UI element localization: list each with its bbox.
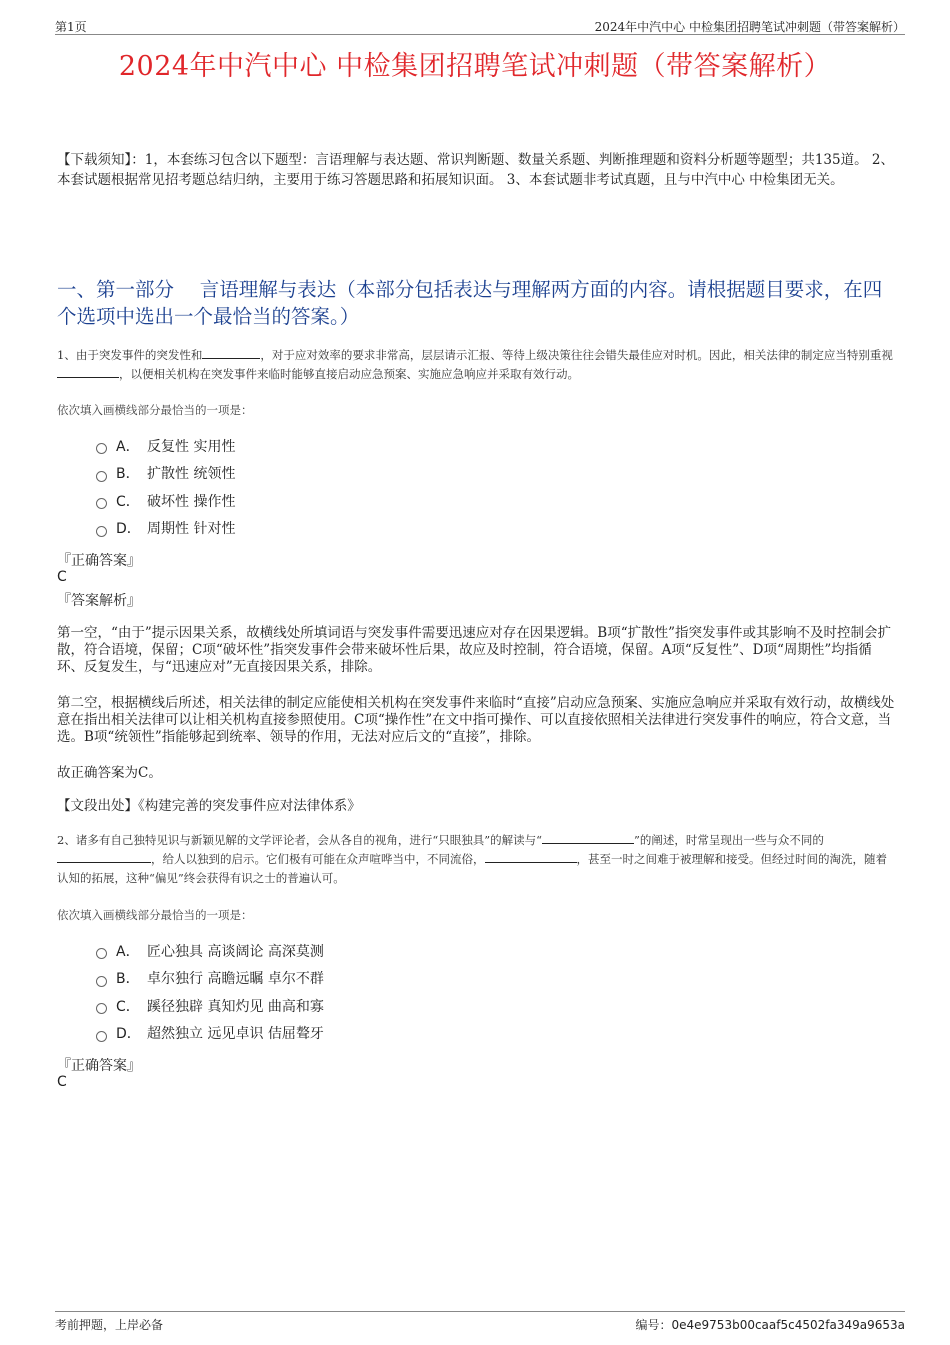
page-number: 第1页 [55, 20, 87, 34]
option-c[interactable]: C． 蹊径独辟 真知灼见 曲高和寡 [96, 992, 324, 1020]
option-b[interactable]: B． 卓尔独行 高瞻远瞩 卓尔不群 [96, 965, 324, 993]
blank-line [202, 346, 260, 359]
option-d[interactable]: D． 周期性 针对性 [96, 515, 235, 543]
analysis-label: 『答案解析』 [57, 593, 141, 609]
question-2-options [96, 937, 324, 1047]
correct-answer: C [57, 569, 67, 585]
option-d[interactable]: D． 超然独立 远见卓识 佶屈聱牙 [96, 1020, 324, 1048]
radio-icon[interactable] [96, 976, 107, 987]
correct-answer: C [57, 1074, 67, 1090]
option-a[interactable]: A． 匠心独具 高谈阔论 高深莫测 [96, 937, 324, 965]
blank-line [485, 850, 577, 863]
document-title: 2024年中汽中心 中检集团招聘笔试冲刺题（带答案解析） [118, 51, 832, 82]
option-c[interactable]: C． 破坏性 操作性 [96, 487, 235, 515]
radio-icon[interactable] [96, 498, 107, 509]
source-citation: 【文段出处】《构建完善的突发事件应对法律体系》 [57, 798, 361, 814]
page-header [55, 16, 905, 35]
question-2-text: 2、诸多有自己独特见识与新颖见解的文学评论者，会从各自的视角，进行“只眼独具”的解读与“ ”的阐述，时常呈现出一些与众不同的，给人以独到的启示。它们极有可能在众声喧哗当中，不同流俗， ，甚至一时之间难于被理解和接受。但经过时间的淘洗，随着认知的拓展，这种“偏见”终会获得有识之士的普遍认可。 [57, 833, 887, 885]
radio-icon[interactable] [96, 948, 107, 959]
radio-icon[interactable] [96, 526, 107, 537]
blank-line [57, 850, 151, 863]
question-1-options [96, 432, 235, 542]
blank-line [542, 831, 634, 844]
footer-slogan: 考前押题，上岸必备 [55, 1318, 164, 1332]
page-footer [55, 1311, 905, 1332]
section-heading: 一、第一部分 言语理解与表达（本部分包括表达与理解两方面的内容。请根据题目要求，在四个选项中选出一个最恰当的答案。） [57, 278, 883, 328]
blank-line [57, 365, 119, 378]
question-2-prompt: 依次填入画横线部分最恰当的一项是： [57, 908, 253, 922]
option-a[interactable]: A． 反复性 实用性 [96, 432, 235, 460]
analysis-paragraph-1: 第一空，“由于”提示因果关系，故横线处所填词语与突发事件需要迅速应对存在因果逻辑。B项“扩散性”指突发事件或其影响不及时控制会扩散，符合语境，保留；C项“破坏性”指突发事件会带来破坏性后果，故应及时控制，符合语境，保留。A项“反复性”、D项“周期性”均指循环、反复发生，与“迅速应对”无直接因果关系，排除。 [57, 625, 892, 675]
radio-icon[interactable] [96, 1003, 107, 1014]
footer-code: 编号：0e4e9753b00caaf5c4502fa349a9653a [635, 1318, 905, 1332]
correct-answer-label: 『正确答案』 [57, 1058, 141, 1074]
analysis-conclusion: 故正确答案为C。 [57, 765, 162, 781]
radio-icon[interactable] [96, 443, 107, 454]
radio-icon[interactable] [96, 471, 107, 482]
radio-icon[interactable] [96, 1031, 107, 1042]
correct-answer-label: 『正确答案』 [57, 553, 141, 569]
download-notice: 【下载须知】：1，本套练习包含以下题型：言语理解与表达题、常识判断题、数量关系题、判断推理题和资料分析题等题型；共135道。 2、本套试题根据常见招考题总结归纳，主要用于练习答题思路和拓展知识面。 3、本套试题非考试真题，且与中汽中心 中检集团无关。 [57, 152, 894, 188]
analysis-paragraph-2: 第二空，根据横线后所述，相关法律的制定应能使相关机构在突发事件来临时“直接”启动应急预案、实施应急响应并采取有效行动，故横线处意在指出相关法律可以让相关机构直接参照使用。C项“操作性”在文中指可操作、可以直接依照相关法律进行突发事件的响应，符合文意，当选。B项“统领性”指能够起到统率、领导的作用，无法对应后文的“直接”，排除。 [57, 695, 895, 745]
option-b[interactable]: B． 扩散性 统领性 [96, 460, 235, 488]
question-1-text: 1、由于突发事件的突发性和 ，对于应对效率的要求非常高，层层请示汇报、等待上级决策往往会错失最佳应对时机。因此，相关法律的制定应当特别重视，以便相关机构在突发事件来临时能够直接启动应急预案、实施应急响应并采取有效行动。 [57, 348, 893, 381]
header-doc-title: 2024年中汽中心 中检集团招聘笔试冲刺题（带答案解析） [594, 20, 905, 34]
question-1-prompt: 依次填入画横线部分最恰当的一项是： [57, 403, 253, 417]
